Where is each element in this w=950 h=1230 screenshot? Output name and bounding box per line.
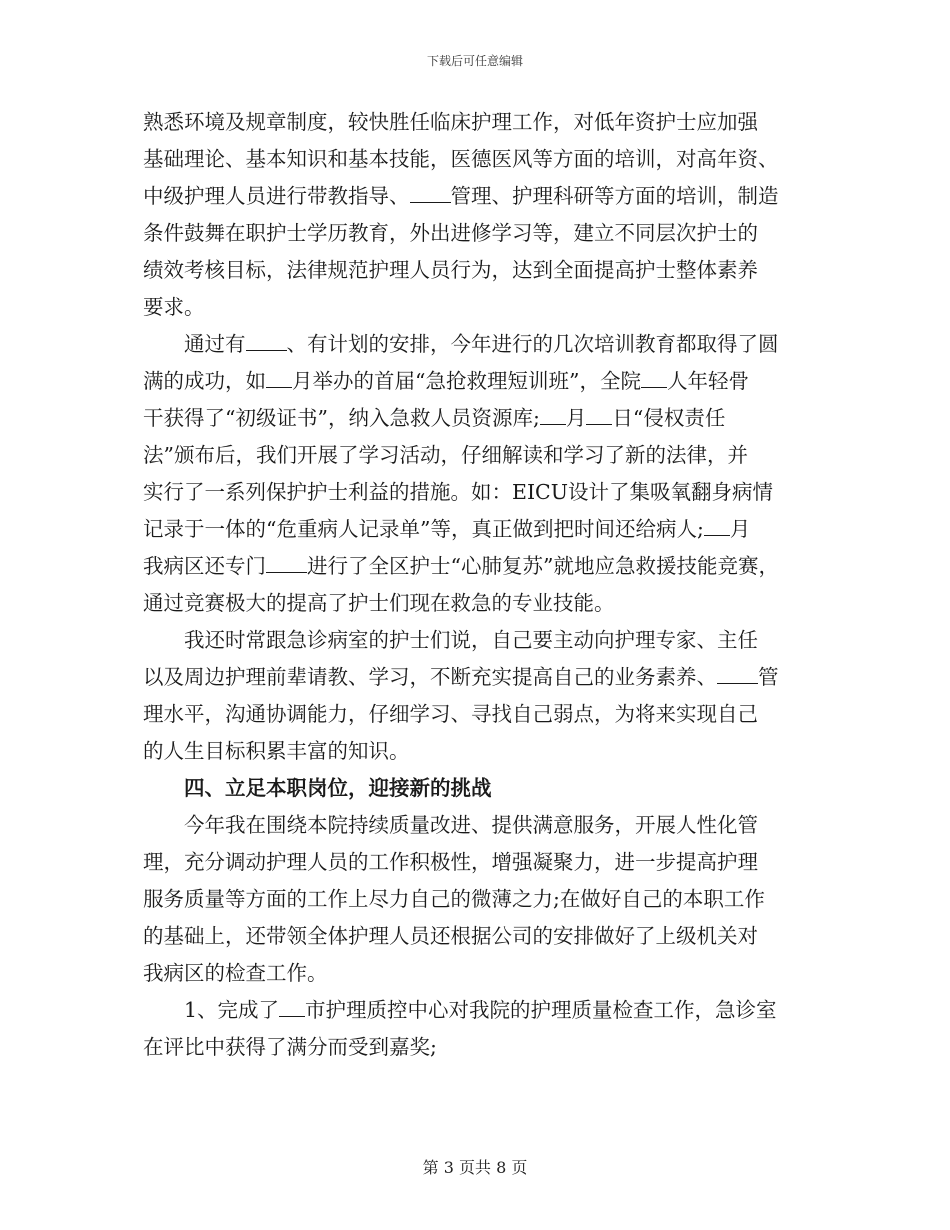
text-segment: 我病区还专门 [143,554,266,578]
text-segment: 我病区的检查工作。 [143,961,328,985]
fill-in-blank [266,369,292,388]
text-line [143,1029,813,1066]
text-segment: 人年轻骨 [666,369,749,393]
text-segment: 法”颁布后，我们开展了学习活动，仔细解读和学习了新的法律，并 [143,443,748,467]
text-segment: 我还时常跟急诊病室的护士们说，自己要主动向护理专家、主任 [184,628,758,652]
text-segment: 满的成功，如 [143,369,266,393]
text-segment: 绩效考核目标，法律规范护理人员行为，达到全面提高护士整体素养 [143,258,758,282]
text-line [143,733,813,770]
text-segment: 今年我在围绕本院持续质量改进、提供满意服务，开展人性化管 [184,813,758,837]
text-segment: 服务质量等方面的工作上尽力自己的微薄之力;在做好自己的本职工作 [143,887,765,911]
text-segment: 市护理质控中心对我院的护理质量检查工作，急诊室 [305,998,777,1022]
text-segment: 日“侵权责任 [612,406,726,430]
text-line [143,585,813,622]
text-line [143,437,813,474]
text-segment: 的人生目标积累丰富的知识。 [143,739,410,763]
text-segment: 中级护理人员进行带教指导、 [143,184,410,208]
text-line [143,622,813,659]
text-line [143,326,813,363]
fill-in-blank [279,998,305,1017]
text-line [143,178,813,215]
text-segment: 基础理论、基本知识和基本技能，医德医风等方面的培训，对高年资、 [143,147,779,171]
text-line [143,807,813,844]
text-line [143,289,813,326]
section-heading [143,770,813,807]
text-line [143,918,813,955]
text-line [143,252,813,289]
page-footer: 第 3 页共 8 页 [422,1158,528,1177]
text-line [143,400,813,437]
text-segment: 在评比中获得了满分而受到嘉奖; [143,1035,437,1059]
text-segment: 以及周边护理前辈请教、学习，不断充实提高自己的业务素养、 [143,665,717,689]
text-segment: 月 [565,406,587,430]
text-line [143,511,813,548]
fill-in-blank [410,184,451,203]
text-segment: 理，充分调动护理人员的工作积极性，增强凝聚力，进一步提高护理 [143,850,758,874]
text-segment: 通过有 [184,332,246,356]
text-line [143,104,813,141]
text-segment: 、有计划的安排，今年进行的几次培训教育都取得了圆 [286,332,779,356]
text-segment: 的基础上，还带领全体护理人员还根据公司的安排做好了上级机关对 [143,924,758,948]
text-segment: 进行了全区护士“心肺复苏”就地应急救援技能竞赛， [307,554,779,578]
text-segment: 管 [758,665,779,689]
text-segment: 通过竞赛极大的提高了护士们现在救急的专业技能。 [143,591,615,615]
document-body [143,104,813,1066]
text-line [143,215,813,252]
text-segment: 条件鼓舞在职护士学历教育，外出进修学习等，建立不同层次护士的 [143,221,758,245]
text-line [143,881,813,918]
text-segment: 熟悉环境及规章制度，较快胜任临床护理工作，对低年资护士应加强 [143,110,758,134]
fill-in-blank [540,406,566,425]
text-line [143,696,813,733]
text-segment: 干获得了“初级证书”，纳入急救人员资源库; [143,406,540,430]
fill-in-blank [641,369,667,388]
text-line [143,659,813,696]
fill-in-blank [246,332,287,351]
text-line [143,363,813,400]
fill-in-blank [717,665,758,684]
fill-in-blank [586,406,612,425]
text-segment: 月 [729,517,751,541]
text-line [143,844,813,881]
text-line [143,474,813,511]
text-line [143,955,813,992]
text-segment: 1、完成了 [184,998,280,1022]
text-segment: 要求。 [143,295,205,319]
text-line [143,548,813,585]
text-line [143,141,813,178]
page-header: 下载后可任意编辑 [426,54,523,68]
text-segment: 记录于一体的“危重病人记录单”等，真正做到把时间还给病人; [143,517,704,541]
text-segment: 四、立足本职岗位，迎接新的挑战 [184,776,492,800]
text-segment: 月举办的首届“急抢救理短训班”，全院 [292,369,641,393]
text-segment: 实行了一系列保护护士利益的措施。如：EICU设计了集吸氧翻身病情 [143,480,774,504]
fill-in-blank [266,554,307,573]
fill-in-blank [704,517,730,536]
text-line [143,992,813,1029]
text-segment: 管理、护理科研等方面的培训，制造 [450,184,779,208]
text-segment: 理水平，沟通协调能力，仔细学习、寻找自己弱点，为将来实现自己 [143,702,758,726]
